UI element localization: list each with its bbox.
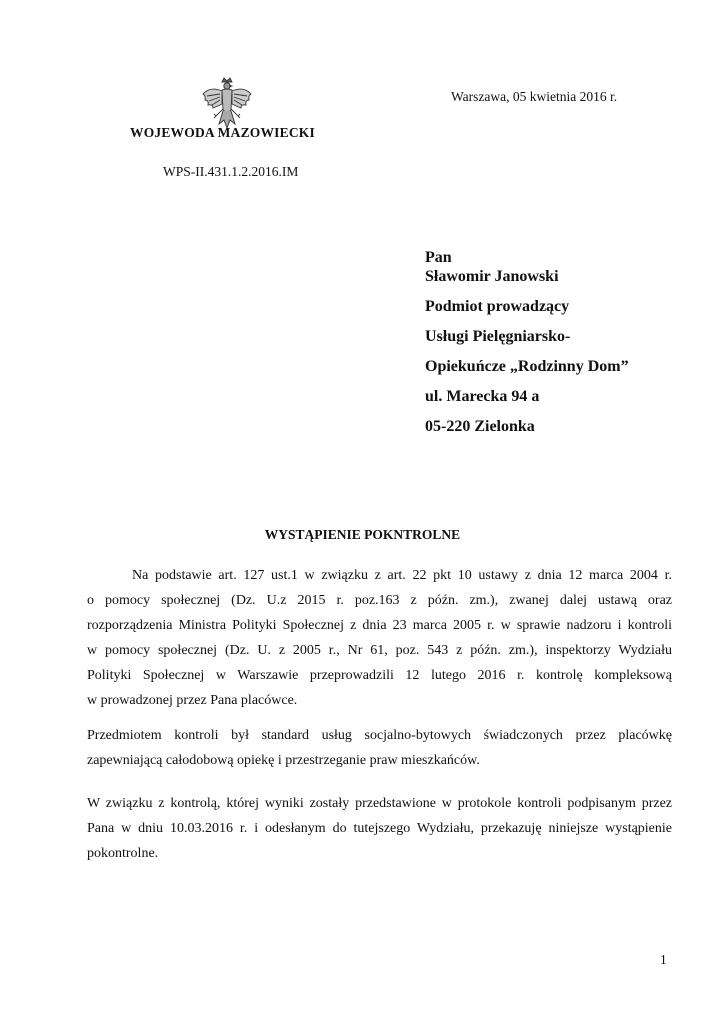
page-number: 1	[660, 952, 667, 967]
addressee-city: 05-220 Zielonka	[425, 418, 535, 435]
addressee-block	[425, 248, 629, 436]
addressee-role: Podmiot prowadzący	[425, 298, 570, 315]
place-date: Warszawa, 05 kwietnia 2016 r.	[451, 89, 618, 104]
paragraph-line: w prowadzonej przez Pana placówce.	[87, 693, 298, 708]
issuing-authority: WOJEWODA MAZOWIECKI	[130, 125, 315, 140]
paragraph-line: rozporządzenia Ministra Polityki Społecznej z dnia 23 marca 2005 r. w sprawie nadzoru i kontroli	[87, 618, 672, 633]
addressee-street: ul. Marecka 94 a	[425, 388, 540, 405]
addressee-salutation: Pan	[425, 249, 452, 266]
reference-number: WPS-II.431.1.2.2016.IM	[163, 164, 299, 179]
paragraph-line: Pana w dniu 10.03.2016 r. i odesłanym do tutejszego Wydziału, przekazuję niniejsze wystąpienie	[87, 821, 672, 836]
addressee-org-line2: Opiekuńcze „Rodzinny Dom”	[425, 358, 629, 375]
paragraph-line: W związku z kontrolą, której wyniki zostały przedstawione w protokole kontroli podpisanym przez	[87, 796, 672, 811]
document-title: WYSTĄPIENIE POKNTROLNE	[264, 527, 461, 542]
paragraph-line: pokontrolne.	[87, 846, 159, 861]
addressee-org-line1: Usługi Pielęgniarsko-	[425, 328, 571, 345]
paragraph-conclusion	[87, 791, 672, 866]
paragraph-line: o pomocy społecznej (Dz. U.z 2015 r. poz.163 z późn. zm.), zwanej dalej ustawą oraz	[87, 593, 672, 608]
paragraph-line: w pomocy społecznej (Dz. U. z 2005 r., Nr 61, poz. 543 z późn. zm.), inspektorzy Wydziału	[87, 643, 672, 658]
paragraph-legal-basis	[87, 563, 672, 713]
paragraph-subject	[87, 723, 672, 773]
addressee-name: Sławomir Janowski	[425, 268, 559, 285]
paragraph-line: Na podstawie art. 127 ust.1 w związku z art. 22 pkt 10 ustawy z dnia 12 marca 2004 r.	[132, 568, 672, 583]
paragraph-line: zapewniającą całodobową opiekę i przestrzeganie praw mieszkańców.	[87, 753, 480, 768]
paragraph-line: Polityki Społecznej w Warszawie przeprowadzili 12 lutego 2016 r. kontrolę kompleksową	[87, 668, 672, 683]
paragraph-line: Przedmiotem kontroli był standard usług socjalno-bytowych świadczonych przez placówkę	[87, 728, 672, 743]
